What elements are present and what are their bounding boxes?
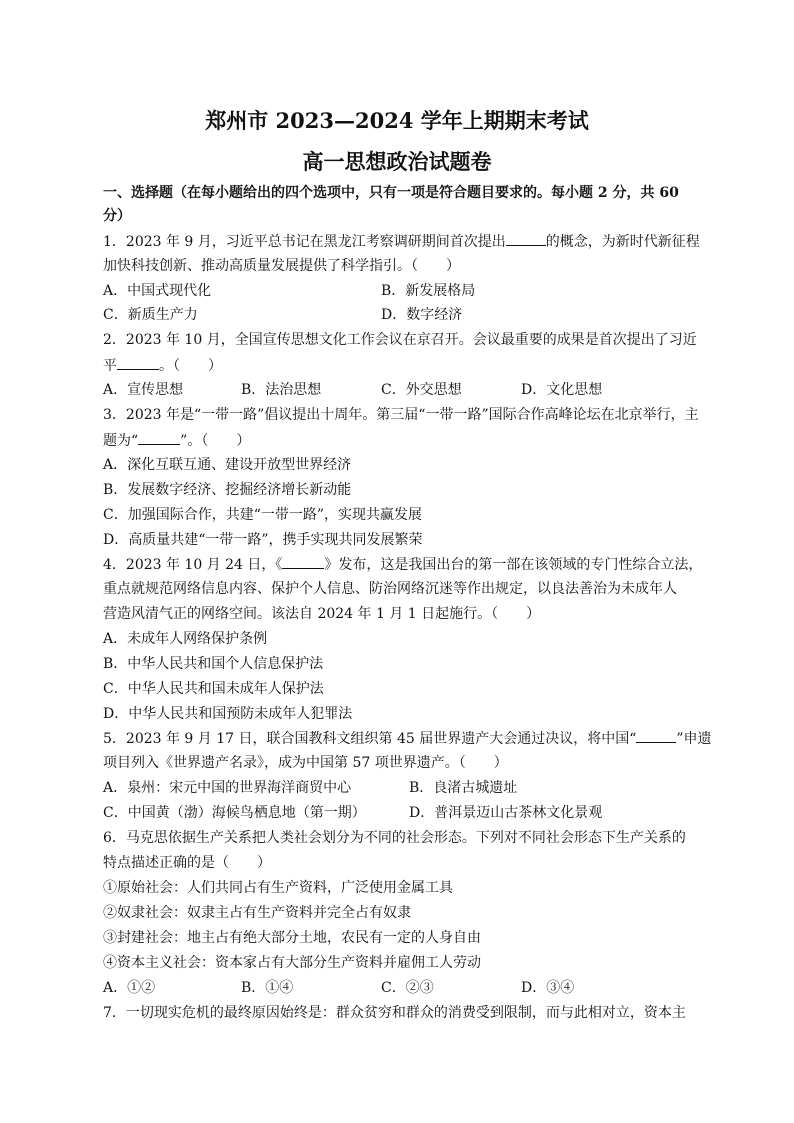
question-5-line-1: 5．2023 年 9 月 17 日，联合国教科文组织第 45 届世界遗产大会通过决议，将中国“ ”申遗 bbox=[103, 728, 712, 749]
section-heading: 一、选择题（在每小题给出的四个选项中，只有一项是符合题目要求的。每小题 2 分，共 60 bbox=[103, 185, 679, 201]
question-6-statement-3: ③封建社会：地主占有绝大部分土地，农民有一定的人身自由 bbox=[103, 930, 481, 946]
question-2-line-1: 2．2023 年 10 月，全国宣传思想文化工作会议在京召开。会议最重要的成果是首次提出了习近 bbox=[103, 332, 697, 348]
answer-blank bbox=[138, 430, 180, 445]
question-3-option-c: C．加强国际合作，共建“一带一路”，实现共赢发展 bbox=[103, 507, 423, 523]
question-1-option-a: A．中国式现代化 bbox=[103, 283, 212, 299]
question-3-option-d: D．高质量共建“一带一路”，携手实现共同发展繁荣 bbox=[103, 532, 423, 548]
question-2-option-d: D．文化思想 bbox=[521, 382, 603, 398]
question-4-option-a: A．未成年人网络保护条例 bbox=[103, 631, 268, 647]
question-2-line-2: 平 。（ ） bbox=[103, 355, 222, 376]
answer-blank bbox=[636, 728, 676, 743]
question-5-option-a: A．泉州：宋元中国的世界海洋商贸中心 bbox=[103, 780, 352, 796]
exam-subtitle: 高一思想政治试题卷 bbox=[302, 149, 492, 174]
question-4-line-1: 4．2023 年 10 月 24 日，《 》发布，这是我国出台的第一部在该领域的专门性综合立法， bbox=[103, 554, 702, 575]
question-6-statement-1: ①原始社会：人们共同占有生产资料，广泛使用金属工具 bbox=[103, 880, 453, 896]
question-6-statement-2: ②奴隶社会：奴隶主占有生产资料并完全占有奴隶 bbox=[103, 905, 411, 921]
question-1-option-c: C．新质生产力 bbox=[103, 307, 198, 323]
question-1-option-b: B．新发展格局 bbox=[381, 283, 476, 299]
question-6-line-2: 特点描述正确的是（ ） bbox=[103, 855, 271, 871]
question-5-line-2: 项目列入《世界遗产名录》，成为中国第 57 项世界遗产。（ ） bbox=[103, 755, 508, 771]
question-6-line-1: 6．马克思依据生产关系把人类社会划分为不同的社会形态。下列对不同社会形态下生产关系的 bbox=[103, 830, 686, 846]
exam-title: 郑州市 2023—2024 学年上期期末考试 bbox=[205, 108, 589, 133]
question-3-option-b: B．发展数字经济、挖掘经济增长新动能 bbox=[103, 482, 352, 498]
question-6-option-b: B．①④ bbox=[241, 980, 294, 996]
question-5-option-d: D．普洱景迈山古茶林文化景观 bbox=[409, 805, 603, 821]
question-6-statement-4: ④资本主义社会：资本家占有大部分生产资料并雇佣工人劳动 bbox=[103, 955, 481, 971]
answer-blank bbox=[117, 355, 159, 370]
question-6-option-c: C．②③ bbox=[381, 980, 434, 996]
question-2-option-a: A．宣传思想 bbox=[103, 382, 184, 398]
question-5-option-c: C．中国黄（渤）海候鸟栖息地（第一期） bbox=[103, 805, 366, 821]
question-6-option-a: A．①② bbox=[103, 980, 156, 996]
question-4-option-b: B．中华人民共和国个人信息保护法 bbox=[103, 656, 324, 672]
question-2-option-c: C．外交思想 bbox=[381, 382, 462, 398]
question-4-line-2: 重点就规范网络信息内容、保护个人信息、防治网络沉迷等作出规定，以良法善治为未成年人 bbox=[103, 581, 677, 597]
question-1-line-1: 1．2023 年 9 月，习近平总书记在黑龙江考察调研期间首次提出 的概念，为新时代新征程 bbox=[103, 231, 700, 252]
answer-blank bbox=[506, 231, 546, 246]
question-3-line-1: 3．2023 年是“一带一路”倡议提出十周年。第三届“一带一路”国际合作高峰论坛在北京举行，主 bbox=[103, 407, 699, 423]
question-4-line-3: 营造风清气正的网络空间。该法自 2024 年 1 月 1 日起施行。（ ） bbox=[103, 606, 541, 622]
question-3-option-a: A．深化互联互通、建设开放型世界经济 bbox=[103, 457, 352, 473]
section-heading-cont: 分） bbox=[103, 208, 131, 224]
question-3-line-2: 题为“ ”。（ ） bbox=[103, 430, 250, 451]
question-4-option-d: D．中华人民共和国预防未成年人犯罪法 bbox=[103, 706, 353, 722]
question-4-option-c: C．中华人民共和国未成年人保护法 bbox=[103, 681, 324, 697]
question-5-option-b: B．良渚古城遗址 bbox=[409, 780, 518, 796]
question-1-option-d: D．数字经济 bbox=[381, 307, 463, 323]
question-2-option-b: B．法治思想 bbox=[241, 382, 322, 398]
question-1-line-2: 加快科技创新、推动高质量发展提供了科学指引。（ ） bbox=[103, 258, 460, 274]
answer-blank bbox=[282, 554, 324, 569]
question-7-line-1: 7．一切现实危机的最终原因始终是：群众贫穷和群众的消费受到限制，而与此相对立，资本主 bbox=[103, 1005, 686, 1021]
question-6-option-d: D．③④ bbox=[521, 980, 575, 996]
